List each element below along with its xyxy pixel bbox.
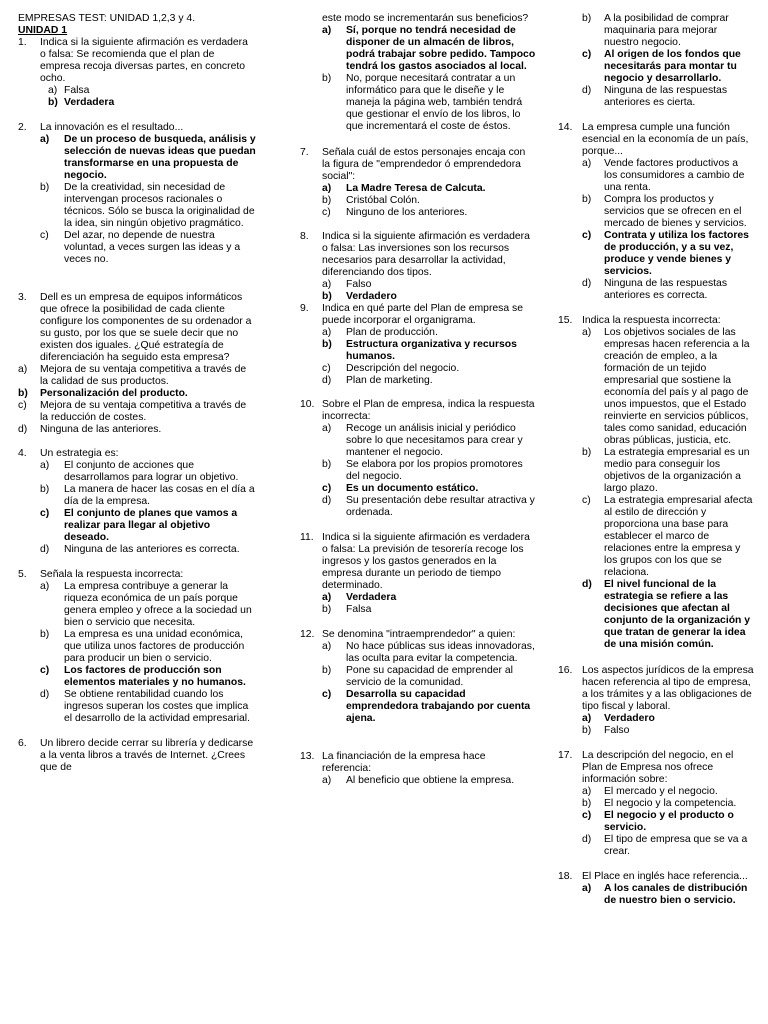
option-text: Compra los productos y servicios que se ofrecen en el mercado de bienes y servicios. — [604, 194, 747, 229]
question-18 — [558, 665, 754, 737]
option-letter: d) — [582, 579, 592, 590]
question-19 — [558, 750, 754, 858]
question-text: Indica si la siguiente afirmación es verdadera o falsa: Se recomienda que el plan de empresa recoja diversas partes, en concreto ocho. — [40, 37, 248, 84]
answer-option — [300, 25, 536, 73]
option-letter: b) — [40, 484, 50, 495]
answer-option — [18, 629, 256, 665]
unit-heading: UNIDAD 1 — [18, 25, 68, 36]
correct-answer-text: Al origen de los fondos que necesitarás para montar tu negocio y desarrollarlo. — [604, 49, 741, 84]
correct-answer-text: Estructura organizativa y recursos humanos. — [346, 339, 517, 362]
option-text: Ninguna de las anteriores es correcta. — [64, 544, 240, 555]
correct-answer-text: Verdadero — [346, 291, 397, 302]
answer-option — [300, 423, 536, 459]
question-number: 8. — [300, 231, 309, 242]
correct-answer-text: El negocio y el producto o servicio. — [604, 810, 734, 833]
option-text: Descripción del negocio. — [346, 363, 460, 374]
option-letter: c) — [40, 665, 50, 676]
option-letter: a) — [582, 713, 592, 724]
option-letter: a) — [582, 327, 592, 338]
option-letter: a) — [18, 364, 28, 375]
option-letter: b) — [322, 459, 332, 470]
correct-answer-text: Personalización del producto. — [40, 388, 188, 399]
question-number: 14. — [558, 122, 573, 133]
option-letter: a) — [582, 158, 592, 169]
question-number: 17. — [558, 750, 573, 761]
option-letter: b) — [322, 665, 332, 676]
option-letter: b) — [582, 13, 592, 24]
answer-option — [558, 447, 754, 495]
option-text: El conjunto de acciones que desarrollamos para lograr un objetivo. — [64, 460, 239, 483]
answer-option — [18, 182, 256, 230]
question-text: El Place en inglés hace referencia... — [582, 871, 748, 882]
question-7 — [300, 13, 536, 133]
question-number: 5. — [18, 569, 27, 580]
question-stem — [300, 399, 536, 423]
question-stem — [558, 665, 754, 713]
question-number: 7. — [300, 147, 309, 158]
option-letter: a) — [322, 279, 332, 290]
option-text: Del azar, no depende de nuestra voluntad, a veces surgen las ideas y a veces no. — [64, 230, 241, 265]
answer-option — [300, 363, 536, 375]
option-letter: d) — [40, 689, 50, 700]
answer-option — [558, 278, 754, 302]
question-13 — [300, 629, 536, 725]
question-11 — [300, 399, 536, 519]
answer-option — [18, 400, 256, 424]
question-text: Señala cuál de estos personajes encaja con la figura de "emprendedor ó emprendedora social": — [322, 147, 526, 182]
question-14 — [300, 751, 536, 787]
option-text: Recoge un análisis inicial y periódico sobre lo que necesitamos para crear y mantener el negocio. — [346, 423, 523, 458]
question-stem — [300, 303, 536, 327]
question-stem — [18, 448, 256, 460]
answer-option — [300, 279, 536, 291]
option-letter: a) — [40, 460, 50, 471]
correct-answer-text: Verdadero — [604, 713, 655, 724]
option-text: La estrategia empresarial es un medio para conseguir los objetivos de la organización a largo plazo. — [604, 447, 750, 494]
question-number: 10. — [300, 399, 315, 410]
question-number: 2. — [18, 122, 27, 133]
correct-answer-text: La Madre Teresa de Calcuta. — [346, 183, 486, 194]
answer-option — [300, 73, 536, 133]
answer-option — [558, 725, 754, 737]
answer-option — [558, 883, 754, 907]
option-text: La empresa contribuye a generar la riqueza económica de un país porque genera empleo y ofrece a la sociedad un bien o servicio que necesita. — [64, 581, 252, 628]
answer-option — [300, 604, 536, 616]
option-text: La estrategia empresarial afecta al estilo de dirección y proporciona una base para establecer el marco de relaciones entre la empresa y los grupos con los que se relaciona. — [604, 495, 753, 578]
option-text: La manera de hacer las cosas en el día a día de la empresa. — [64, 484, 255, 507]
question-10 — [300, 303, 536, 387]
option-letter: c) — [18, 400, 27, 411]
question-stem — [18, 569, 256, 581]
question-text: Dell es un empresa de equipos informáticos que ofrece la posibilidad de cada cliente configure los componentes de su ordenador a su gusto, por los que se suele decir que no existen dos iguales. ¿Qué estrategía de diferenciación ha seguido esta empresa? — [40, 292, 252, 363]
option-letter: d) — [322, 495, 332, 506]
answer-option — [300, 459, 536, 483]
question-number: 1. — [18, 37, 27, 48]
answer-option — [300, 375, 536, 387]
answer-option — [18, 665, 256, 689]
option-letter: b) — [18, 388, 28, 399]
answer-option — [18, 484, 256, 508]
question-stem — [18, 738, 256, 774]
option-letter: b) — [582, 194, 592, 205]
question-text: Indica la respuesta incorrecta: — [582, 315, 721, 326]
question-text: Señala la respuesta incorrecta: — [40, 569, 184, 580]
answer-option — [300, 689, 536, 725]
answer-option — [558, 158, 754, 194]
question-16 — [558, 122, 754, 302]
option-letter: b) — [582, 798, 592, 809]
option-letter: c) — [40, 508, 50, 519]
question-number: 6. — [18, 738, 27, 749]
answer-option — [300, 665, 536, 689]
option-text: Ninguna de las respuestas anteriores es correcta. — [604, 278, 728, 301]
option-letter: b) — [40, 629, 50, 640]
answer-option — [558, 49, 754, 85]
option-letter: a) — [322, 592, 332, 603]
question-stem — [300, 751, 536, 775]
option-letter: b) — [322, 291, 332, 302]
column-left — [18, 13, 256, 774]
option-text: Ninguna de las respuestas anteriores es cierta. — [604, 85, 728, 108]
question-stem — [18, 292, 256, 364]
question-2 — [18, 122, 256, 266]
option-letter: c) — [322, 363, 331, 374]
correct-answer-text: Es un documento estático. — [346, 483, 479, 494]
option-text: El mercado y el negocio. — [604, 786, 718, 797]
question-number: 13. — [300, 751, 315, 762]
option-text: No hace públicas sus ideas innovadoras, las oculta para evitar la competencia. — [346, 641, 535, 664]
option-letter: a) — [322, 25, 332, 36]
option-letter: c) — [322, 483, 332, 494]
answer-option — [18, 460, 256, 484]
option-letter: b) — [40, 182, 50, 193]
answer-option — [300, 291, 536, 303]
question-stem — [300, 629, 536, 641]
option-text: Mejora de su ventaja competitiva a través de la reducción de costes. — [40, 400, 247, 423]
question-stem — [300, 532, 536, 592]
correct-answer-text: Contrata y utiliza los factores de producción, y a su vez, produce y vende bienes y servicios. — [604, 230, 749, 277]
option-letter: b) — [322, 604, 332, 615]
option-letter: a) — [582, 786, 592, 797]
correct-answer-text: Verdadera — [346, 592, 397, 603]
option-text: Al beneficio que obtiene la empresa. — [346, 775, 515, 786]
option-letter: a) — [322, 183, 332, 194]
correct-answer-text: A los canales de distribución de nuestro bien o servicio. — [604, 883, 748, 906]
question-stem — [18, 37, 256, 85]
question-text: La empresa cumple una función esencial en la economía de un país, porque... — [582, 122, 749, 157]
answer-option — [300, 327, 536, 339]
question-4 — [18, 448, 256, 556]
answer-option — [558, 194, 754, 230]
answer-option — [18, 364, 256, 388]
option-letter: b) — [322, 73, 332, 84]
option-text: Falso — [346, 279, 372, 290]
option-text: Falsa — [346, 604, 372, 615]
option-letter: c) — [582, 230, 592, 241]
answer-option — [300, 207, 536, 219]
option-letter: c) — [582, 495, 591, 506]
question-17 — [558, 315, 754, 651]
question-text: Indica si la siguiente afirmación es verdadera o falsa: La previsión de tesorería recoge los ingresos y los gastos generados en la empresa durante un periodo de tiempo determinado. — [322, 532, 530, 591]
option-letter: d) — [322, 375, 332, 386]
question-3 — [18, 292, 256, 436]
answer-option — [18, 508, 256, 544]
question-number: 9. — [300, 303, 309, 314]
option-letter: a) — [582, 883, 592, 894]
answer-option — [558, 327, 754, 447]
answer-option — [18, 544, 256, 556]
option-letter: c) — [582, 810, 592, 821]
answer-option — [558, 579, 754, 651]
answer-option — [558, 834, 754, 858]
question-1 — [18, 37, 256, 109]
option-text: El tipo de empresa que se va a crear. — [604, 834, 748, 857]
question-text: Se denomina "intraemprendedor" a quien: — [322, 629, 516, 640]
question-stem — [300, 231, 536, 279]
option-text: A la posibilidad de comprar maquinaria para mejorar nuestro negocio. — [604, 13, 729, 48]
question-12 — [300, 532, 536, 616]
option-letter: c) — [40, 230, 49, 241]
answer-option — [300, 775, 536, 787]
question-text: La innovación es el resultado... — [40, 122, 184, 133]
option-text: Cristóbal Colón. — [346, 195, 420, 206]
option-text: De la creatividad, sin necesidad de intervengan procesos racionales o técnicos. Sólo se busca la originalidad de la idea, sin ningún objetivo pragmático. — [64, 182, 255, 229]
question-8 — [300, 147, 536, 219]
option-text: Falso — [604, 725, 630, 736]
option-text: Plan de producción. — [346, 327, 438, 338]
correct-answer-text: De un proceso de busqueda, análisis y selección de nuevas ideas que puedan transformarse en una propuesta de negocio. — [64, 134, 256, 181]
answer-option — [300, 183, 536, 195]
option-letter: b) — [322, 339, 332, 350]
option-letter: b) — [582, 447, 592, 458]
option-letter: a) — [40, 134, 50, 145]
correct-answer-text: Desarrolla su capacidad emprendedora trabajando por cuenta ajena. — [346, 689, 531, 724]
option-text: Mejora de su ventaja competitiva a través de la calidad de sus productos. — [40, 364, 247, 387]
question-text: Un estrategia es: — [40, 448, 119, 459]
answer-option — [18, 230, 256, 266]
question-stem — [558, 750, 754, 786]
correct-answer-text: El conjunto de planes que vamos a realizar para llegar al objetivo deseado. — [64, 508, 238, 543]
question-9 — [300, 231, 536, 303]
answer-option — [18, 85, 256, 97]
answer-option — [18, 388, 256, 400]
option-text: El negocio y la competencia. — [604, 798, 737, 809]
correct-answer-text: Los factores de producción son elementos materiales y no humanos. — [64, 665, 246, 688]
question-stem — [300, 147, 536, 183]
question-text: Indica en qué parte del Plan de empresa se puede incorporar el organigrama. — [322, 303, 524, 326]
answer-option — [18, 424, 256, 436]
question-number: 18. — [558, 871, 573, 882]
option-text: No, porque necesitará contratar a un informático para que le diseñe y le maneja la página web, también tendrá que gestionar el envío de los libros, lo que incrementará el coste de éstos. — [346, 73, 523, 132]
option-letter: d) — [18, 424, 28, 435]
option-letter: b) — [322, 195, 332, 206]
option-text: Plan de marketing. — [346, 375, 433, 386]
option-letter: c) — [582, 49, 592, 60]
document-title: EMPRESAS TEST: UNIDAD 1,2,3 y 4. — [18, 13, 196, 24]
question-text: Un librero decide cerrar su librería y dedicarse a la venta libros a través de Internet. ¿Crees que de — [40, 738, 254, 773]
option-letter: c) — [322, 689, 332, 700]
question-5 — [18, 569, 256, 725]
answer-option — [558, 13, 754, 49]
answer-option — [558, 786, 754, 798]
question-stem — [18, 122, 256, 134]
option-letter: b) — [582, 725, 592, 736]
option-letter: d) — [582, 278, 592, 289]
question-stem — [558, 871, 754, 883]
question-6 — [18, 738, 256, 774]
answer-option — [558, 810, 754, 834]
answer-option — [300, 495, 536, 519]
question-stem — [558, 122, 754, 158]
option-letter: a) — [322, 423, 332, 434]
option-text: Vende factores productivos a los consumidores a cambio de una renta. — [604, 158, 745, 193]
answer-option — [300, 592, 536, 604]
correct-answer-text: Verdadera — [64, 97, 115, 108]
answer-option — [558, 85, 754, 109]
column-right — [558, 13, 754, 907]
answer-option — [18, 581, 256, 629]
option-letter: a) — [40, 581, 50, 592]
option-letter: c) — [322, 207, 331, 218]
answer-option — [558, 230, 754, 278]
correct-answer-text: Sí, porque no tendrá necesidad de disponer de un almacén de libros, podrá trabajar sobre pedido. Tampoco tendrá los gastos asociados al local. — [346, 25, 536, 72]
question-number: 11. — [300, 532, 314, 543]
answer-option — [300, 641, 536, 665]
option-text: La empresa es una unidad económica, que utiliza unos factores de producción para producir un bien o servicio. — [64, 629, 245, 664]
correct-answer-text: El nivel funcional de la estrategia se refiere a las decisiones que afectan al conjunto de la organización y que tratan de generar la idea de una misión común. — [604, 579, 751, 650]
answer-option — [300, 195, 536, 207]
option-text: Los objetivos sociales de las empresas hacen referencia a la creación de empleo, a la formación de un tejido empresarial que sostiene la economía del país y al pago de unos impuestos, que el Estado reinvierte en servicios públicos, tales como sanidad, educación obras públicas, justicia, etc. — [604, 327, 750, 446]
option-text: Se obtiene rentabilidad cuando los ingresos superan los costes que implica el desarrollo de la actividad empresarial. — [64, 689, 250, 724]
answer-option — [558, 495, 754, 579]
question-text: Los aspectos jurídicos de la empresa hacen referencia al tipo de empresa, a los trámites y a las obligaciones de tipo fiscal y laboral. — [582, 665, 754, 712]
question-text: este modo se incrementarán sus beneficios? — [322, 13, 529, 24]
question-text: La descripción del negocio, en el Plan de Empresa nos ofrece información sobre: — [582, 750, 734, 785]
answer-option — [18, 97, 256, 109]
option-letter: a) — [322, 641, 332, 652]
question-stem — [558, 315, 754, 327]
option-letter: a) — [322, 775, 332, 786]
option-text: Ninguno de los anteriores. — [346, 207, 468, 218]
question-15 — [558, 13, 754, 109]
option-text: Su presentación debe resultar atractiva y ordenada. — [346, 495, 535, 518]
answer-option — [18, 689, 256, 725]
question-number: 12. — [300, 629, 315, 640]
option-letter: d) — [582, 834, 592, 845]
option-letter: a) — [48, 85, 58, 96]
question-number: 3. — [18, 292, 27, 303]
question-number — [300, 13, 322, 25]
question-text: Indica si la siguiente afirmación es verdadera o falsa: Las inversiones son los recursos necesarios para desarrollar la actividad, diferenciando dos tipos. — [322, 231, 530, 278]
question-number: 16. — [558, 665, 573, 676]
question-stem — [300, 13, 536, 25]
question-20 — [558, 871, 754, 907]
answer-option — [558, 713, 754, 725]
question-number: 4. — [18, 448, 27, 459]
option-letter: d) — [40, 544, 50, 555]
option-text: Falsa — [64, 85, 90, 96]
answer-option — [300, 339, 536, 363]
answer-option — [18, 134, 256, 182]
option-letter: d) — [582, 85, 592, 96]
answer-option — [300, 483, 536, 495]
option-text: Pone su capacidad de emprender al servicio de la comunidad. — [346, 665, 513, 688]
column-middle — [300, 13, 536, 787]
option-letter: b) — [48, 97, 58, 108]
answer-option — [558, 798, 754, 810]
question-text: Sobre el Plan de empresa, indica la respuesta incorrecta: — [322, 399, 535, 422]
question-number: 15. — [558, 315, 573, 326]
option-text: Ninguna de las anteriores. — [40, 424, 162, 435]
question-text: La financiación de la empresa hace referencia: — [322, 751, 486, 774]
option-letter: a) — [322, 327, 332, 338]
option-text: Se elabora por los propios promotores del negocio. — [346, 459, 523, 482]
